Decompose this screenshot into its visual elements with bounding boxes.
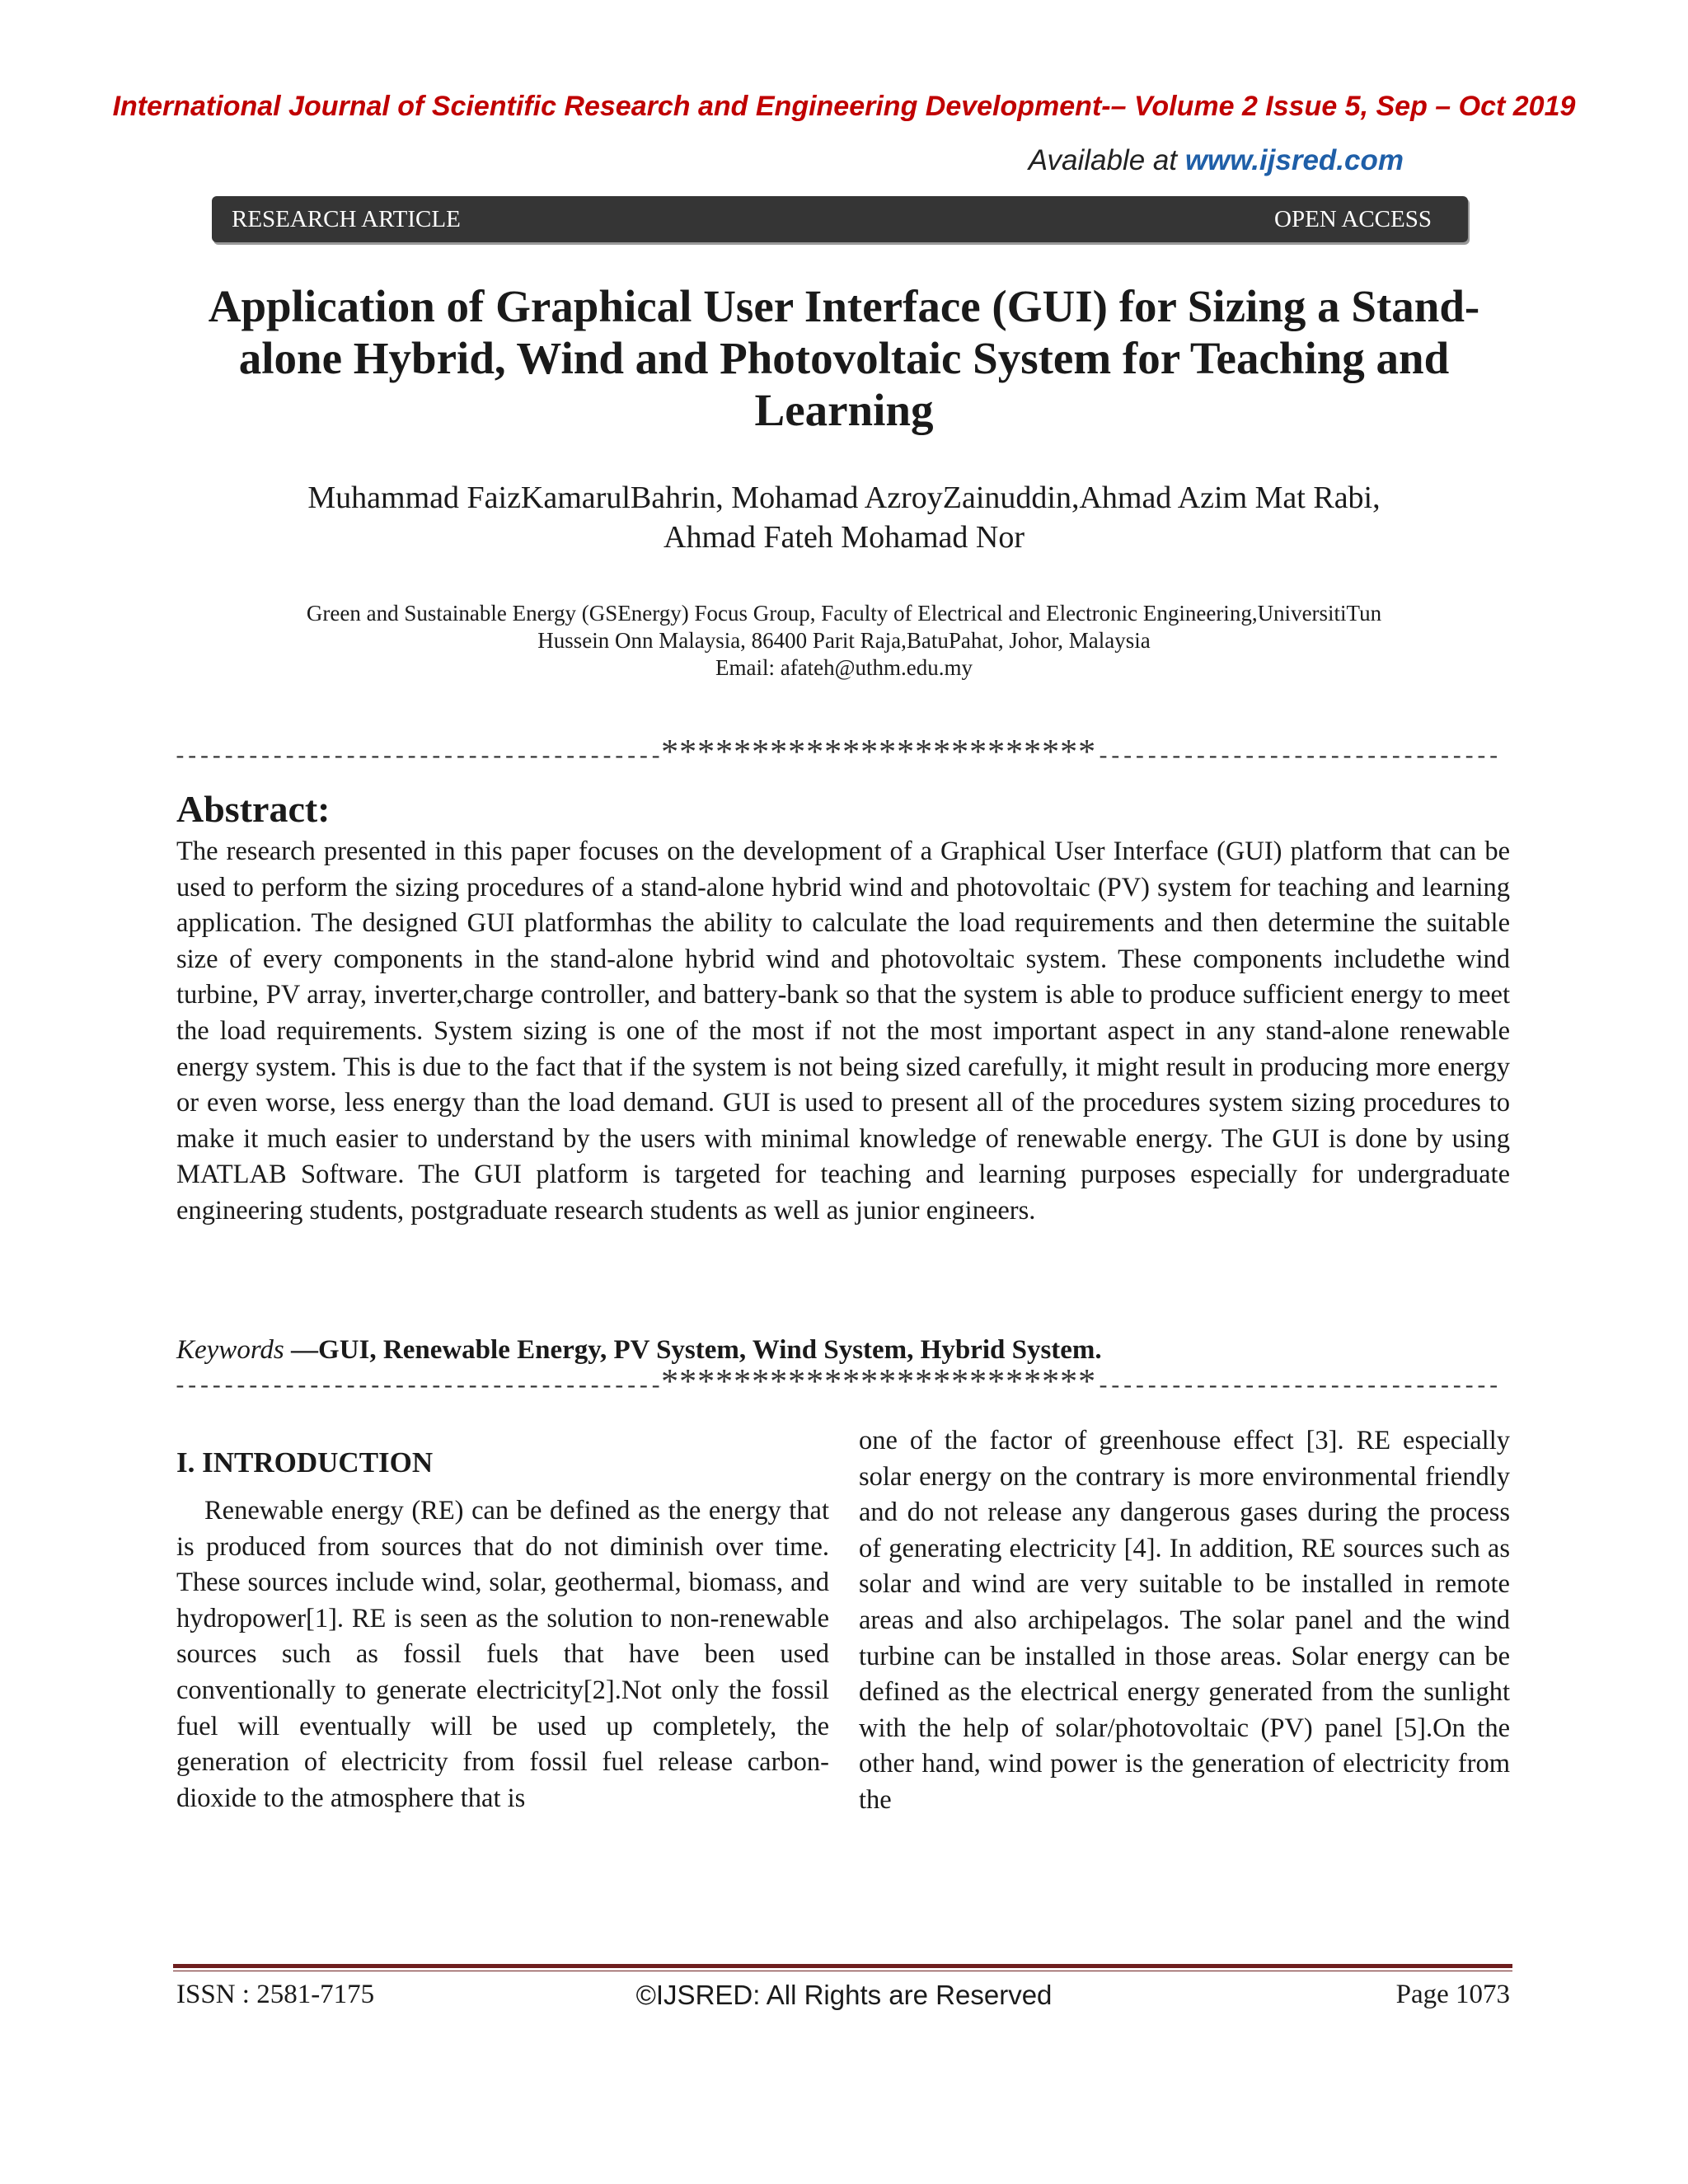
title-line-2: alone Hybrid, Wind and Photovoltaic System for Teaching and bbox=[238, 333, 1450, 383]
footer-copyright: ©IJSRED: All Rights are Reserved bbox=[635, 1980, 1053, 2010]
keywords-label: Keywords bbox=[176, 1335, 284, 1365]
footer-issn: ISSN : 2581-7175 bbox=[176, 1980, 375, 2009]
paper-title bbox=[165, 280, 1523, 436]
separator-top bbox=[173, 733, 1508, 771]
availability-line bbox=[1029, 144, 1404, 177]
separator-stars: ************************ bbox=[661, 1363, 1097, 1401]
separator-dashes-left: ---------------------------------------- bbox=[173, 745, 662, 771]
journal-url-link[interactable]: www.ijsred.com bbox=[1184, 144, 1404, 176]
title-line-1: Application of Graphical User Interface (GUI) for Sizing a Stand- bbox=[208, 281, 1480, 331]
separator-dashes-left: ---------------------------------------- bbox=[173, 1375, 662, 1400]
contact-email: Email: afateh@uthm.edu.my bbox=[715, 655, 973, 680]
available-label: Available at bbox=[1028, 144, 1185, 176]
authors-line-1: Muhammad FaizKamarulBahrin, Mohamad AzroyZainuddin,Ahmad Azim Mat Rabi, bbox=[307, 480, 1381, 515]
keywords-text: —GUI, Renewable Energy, PV System, Wind System, Hybrid System. bbox=[284, 1335, 1102, 1365]
journal-header: International Journal of Scientific Research and Engineering Development-– Volume 2 Issue 5, Sep – Oct 2019 bbox=[112, 91, 1576, 122]
affiliation-line-2: Hussein Onn Malaysia, 86400 Parit Raja,BatuPahat, Johor, Malaysia bbox=[537, 628, 1151, 653]
separator-stars: ************************ bbox=[661, 733, 1097, 771]
article-type-banner bbox=[212, 196, 1468, 242]
title-line-3: Learning bbox=[754, 385, 934, 435]
separator-dashes-right: --------------------------------- bbox=[1096, 745, 1499, 771]
separator-dashes-right: --------------------------------- bbox=[1096, 1375, 1499, 1400]
affiliation-line-1: Green and Sustainable Energy (GSEnergy) Focus Group, Faculty of Electrical and Electronic Engineering,UniversitiTun bbox=[306, 601, 1382, 626]
research-article-label: RESEARCH ARTICLE bbox=[232, 206, 461, 232]
author-list bbox=[165, 478, 1523, 557]
affiliation bbox=[165, 600, 1523, 682]
abstract-heading: Abstract: bbox=[176, 788, 331, 830]
intro-right-column: one of the factor of greenhouse effect [3]. RE especially solar energy on the contrary is more environmental friendly and do not release any dangerous gases during the process of generating electricity [4]. In addition, RE sources such as solar and wind are very suitable to be installed in remote areas and also archipelagos. The solar panel and the wind turbine can be installed in those areas. Solar energy can be defined as the electrical energy generated from the sunlight with the help of solar/photovoltaic (PV) panel [5].On the other hand, wind power is the generation of electricity from the bbox=[859, 1426, 1510, 1815]
authors-line-2: Ahmad Fateh Mohamad Nor bbox=[663, 520, 1025, 555]
introduction-heading: I. INTRODUCTION bbox=[176, 1446, 434, 1479]
keywords-line bbox=[176, 1335, 1510, 1366]
separator-bottom bbox=[173, 1363, 1508, 1401]
abstract-body: The research presented in this paper focuses on the development of a Graphical User Interface (GUI) platform that can be used to perform the sizing procedures of a stand-alone hybrid wind and photovoltaic (PV) system for teaching and learning application. The designed GUI platformhas the ability to calculate the load requirements and then determine the suitable size of every components in the stand-alone hybrid wind and photovoltaic system. These components includethe wind turbine, PV array, inverter,charge controller, and battery-bank so that the system is able to produce sufficient energy to meet the load requirements. System sizing is one of the most if not the most important aspect in any stand-alone renewable energy system. This is due to the fact that if the system is not being sized carefully, it might result in producing more energy or even worse, less energy than the load demand. GUI is used to present all of the procedures system sizing procedures to make it much easier to understand by the users with minimal knowledge of renewable energy. The GUI is done by using MATLAB Software. The GUI platform is targeted for teaching and learning purposes especially for undergraduate engineering students, postgraduate research students as well as junior engineers. bbox=[176, 837, 1510, 1226]
footer-rule bbox=[173, 1964, 1512, 1968]
open-access-label: OPEN ACCESS bbox=[1274, 206, 1432, 232]
footer-page-number: Page 1073 bbox=[1395, 1980, 1510, 2009]
intro-left-column: Renewable energy (RE) can be defined as the energy that is produced from sources that do not diminish over time. These sources include wind, solar, geothermal, biomass, and hydropower[1]. RE is seen as the solution to non-renewable sources such as fossil fuels that have been used conventionally to generate electricity[2].Not only the fossil fuel will eventually will be used up completely, the generation of electricity from fossil fuel release carbon-dioxide to the atmosphere that is bbox=[176, 1496, 829, 1813]
